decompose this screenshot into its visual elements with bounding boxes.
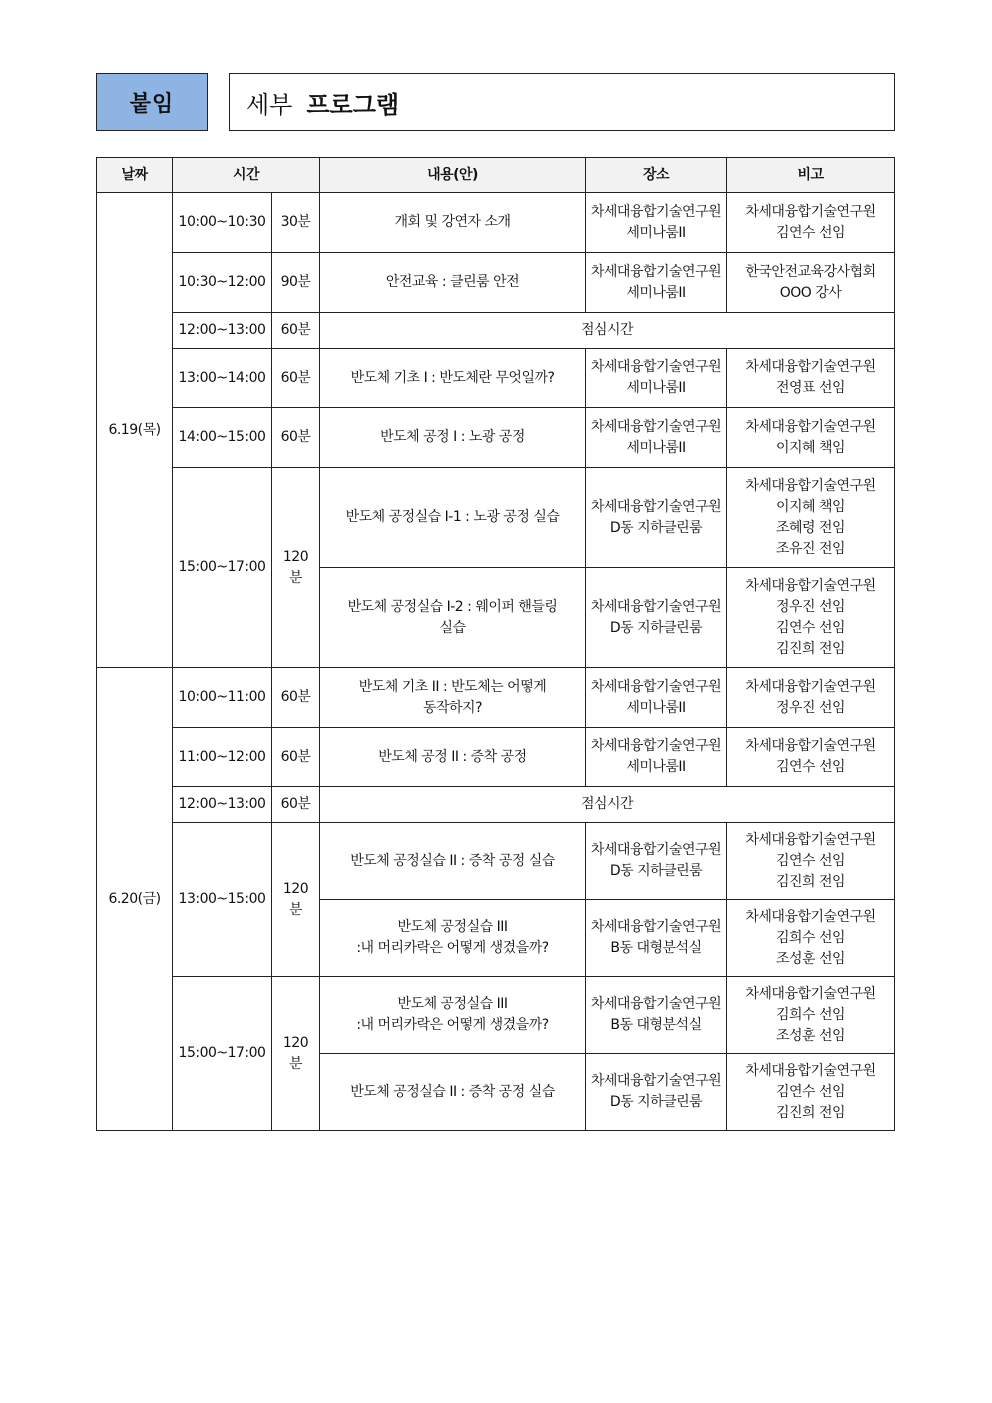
note-cell: 차세대융합기술연구원 김연수 선임 [727,728,895,787]
table-row [97,193,895,253]
place-cell: 차세대융합기술연구원 D동 지하클린룸 [586,823,727,900]
time-cell: 14:00~15:00 [173,408,272,468]
table-row [97,253,895,313]
note-cell: 차세대융합기술연구원 이지혜 책임 [727,408,895,468]
table-row [97,468,895,568]
duration-cell: 120 분 [272,468,320,668]
date-cell: 6.19(목) [97,193,173,668]
attachment-badge [96,73,208,131]
content-cell: 반도체 공정실습 III :내 머리카락은 어떻게 생겼을까? [320,900,586,977]
duration-cell: 120 분 [272,977,320,1131]
title-part2: 프로그램 [306,90,400,119]
place-cell: 차세대융합기술연구원 D동 지하클린룸 [586,568,727,668]
header-time: 시간 [173,158,320,193]
table-row [97,668,895,728]
content-cell: 반도체 공정 II : 증착 공정 [320,728,586,787]
content-cell: 반도체 공정실습 I-2 : 웨이퍼 핸들링 실습 [320,568,586,668]
content-cell: 반도체 공정실습 II : 증착 공정 실습 [320,1054,586,1131]
note-cell: 차세대융합기술연구원 이지혜 책임 조혜령 전임 조유진 전임 [727,468,895,568]
time-cell: 12:00~13:00 [173,787,272,823]
place-cell: 차세대융합기술연구원 B동 대형분석실 [586,977,727,1054]
time-cell: 10:00~10:30 [173,193,272,253]
date-cell: 6.20(금) [97,668,173,1131]
note-cell: 차세대융합기술연구원 김연수 선임 김진희 전임 [727,1054,895,1131]
table-row [97,977,895,1054]
content-cell: 개회 및 강연자 소개 [320,193,586,253]
table-header-row [97,158,895,193]
time-cell: 13:00~14:00 [173,349,272,408]
page-title [229,73,895,131]
header-note: 비고 [727,158,895,193]
title-part1: 세부 [246,90,293,119]
table-row [97,787,895,823]
content-cell: 안전교육 : 클린룸 안전 [320,253,586,313]
lunch-cell: 점심시간 [320,787,895,823]
time-cell: 11:00~12:00 [173,728,272,787]
time-cell: 15:00~17:00 [173,977,272,1131]
time-cell: 10:30~12:00 [173,253,272,313]
place-cell: 차세대융합기술연구원 세미나룸II [586,668,727,728]
table-row [97,313,895,349]
note-cell: 한국안전교육강사협회 OOO 강사 [727,253,895,313]
content-cell: 반도체 기초 I : 반도체란 무엇일까? [320,349,586,408]
content-cell: 반도체 공정실습 II : 증착 공정 실습 [320,823,586,900]
place-cell: 차세대융합기술연구원 세미나룸II [586,193,727,253]
duration-cell: 60분 [272,728,320,787]
content-cell: 반도체 공정실습 I-1 : 노광 공정 실습 [320,468,586,568]
header-place: 장소 [586,158,727,193]
header-content: 내용(안) [320,158,586,193]
place-cell: 차세대융합기술연구원 B동 대형분석실 [586,900,727,977]
note-cell: 차세대융합기술연구원 전영표 선임 [727,349,895,408]
table-row [97,408,895,468]
table-row [97,728,895,787]
place-cell: 차세대융합기술연구원 세미나룸II [586,349,727,408]
note-cell: 차세대융합기술연구원 김희수 선임 조성훈 선임 [727,977,895,1054]
note-cell: 차세대융합기술연구원 정우진 선임 김연수 선임 김진희 전임 [727,568,895,668]
program-table [96,157,895,1131]
duration-cell: 60분 [272,668,320,728]
note-cell: 차세대융합기술연구원 김희수 선임 조성훈 선임 [727,900,895,977]
duration-cell: 60분 [272,349,320,408]
duration-cell: 60분 [272,408,320,468]
content-cell: 반도체 공정 I : 노광 공정 [320,408,586,468]
note-cell: 차세대융합기술연구원 김연수 선임 김진희 전임 [727,823,895,900]
time-cell: 10:00~11:00 [173,668,272,728]
note-cell: 차세대융합기술연구원 정우진 선임 [727,668,895,728]
duration-cell: 60분 [272,787,320,823]
time-cell: 15:00~17:00 [173,468,272,668]
content-cell: 반도체 공정실습 III :내 머리카락은 어떻게 생겼을까? [320,977,586,1054]
attachment-label: 붙임 [129,91,175,117]
duration-cell: 120 분 [272,823,320,977]
place-cell: 차세대융합기술연구원 세미나룸II [586,728,727,787]
lunch-cell: 점심시간 [320,313,895,349]
note-cell: 차세대융합기술연구원 김연수 선임 [727,193,895,253]
duration-cell: 90분 [272,253,320,313]
place-cell: 차세대융합기술연구원 D동 지하클린룸 [586,468,727,568]
time-cell: 13:00~15:00 [173,823,272,977]
table-row [97,823,895,900]
table-row [97,349,895,408]
duration-cell: 60분 [272,313,320,349]
header-date: 날짜 [97,158,173,193]
duration-cell: 30분 [272,193,320,253]
place-cell: 차세대융합기술연구원 세미나룸II [586,408,727,468]
time-cell: 12:00~13:00 [173,313,272,349]
place-cell: 차세대융합기술연구원 세미나룸II [586,253,727,313]
content-cell: 반도체 기초 II : 반도체는 어떻게 동작하지? [320,668,586,728]
place-cell: 차세대융합기술연구원 D동 지하클린룸 [586,1054,727,1131]
